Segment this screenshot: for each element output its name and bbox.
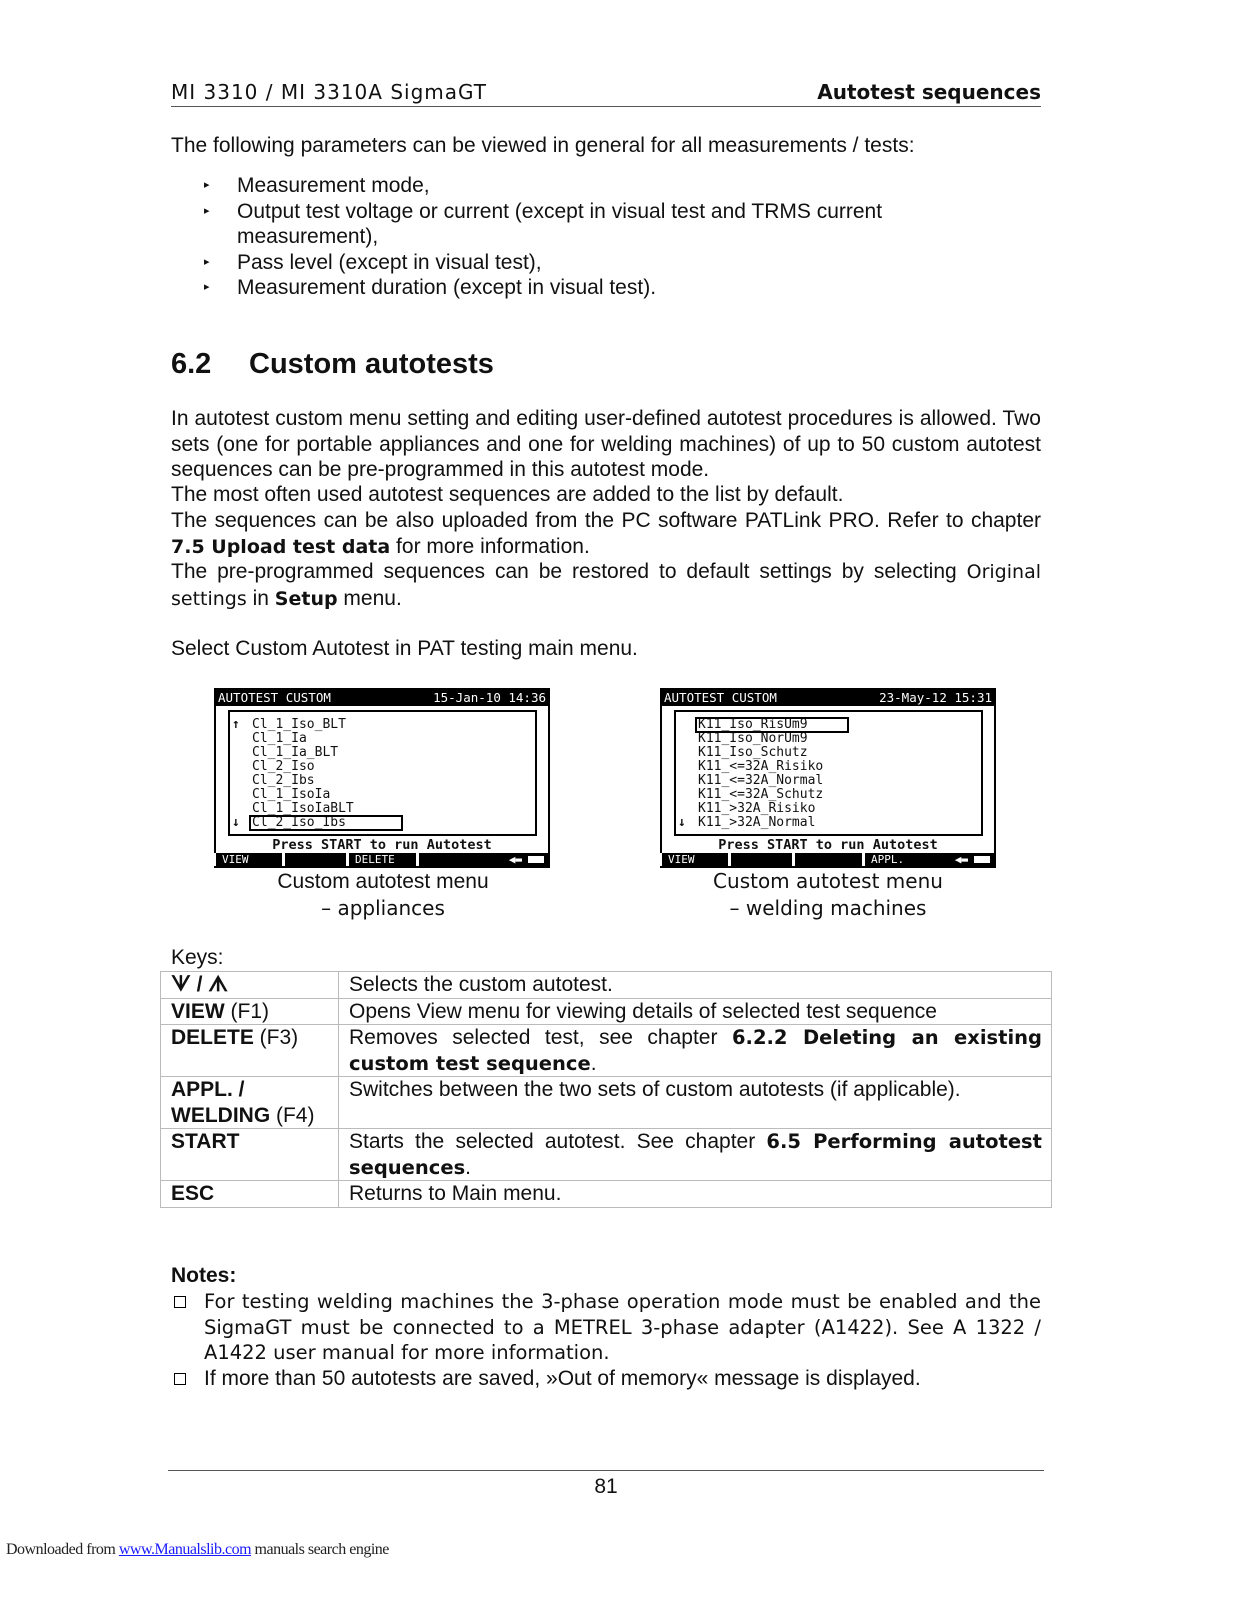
battery-icon bbox=[528, 856, 544, 863]
keys-label: Keys: bbox=[171, 946, 224, 969]
autotest-list bbox=[228, 710, 537, 836]
autotest-items bbox=[696, 718, 848, 830]
keys-table bbox=[160, 971, 1052, 1208]
paragraph-defaults: The most often used autotest sequences are added to the list by default. bbox=[171, 483, 844, 506]
autotest-list bbox=[674, 710, 983, 836]
checkbox-bullet-icon bbox=[174, 1373, 186, 1385]
table-row bbox=[161, 1181, 1052, 1208]
list-item: ▸ Pass level (except in visual test), bbox=[204, 250, 542, 274]
section-heading bbox=[171, 348, 494, 381]
list-item: ▸ Output test voltage or current (except in visual test and TRMS current measurement), bbox=[204, 199, 883, 248]
section-number: 6.2 bbox=[171, 348, 212, 380]
f2-key bbox=[282, 853, 341, 866]
f3-delete-key: DELETE bbox=[346, 853, 413, 866]
lcd-prompt: Press START to run Autotest bbox=[272, 837, 492, 853]
menu-name: Setup bbox=[274, 587, 338, 610]
autotest-item[interactable]: K11_>32A_Risiko bbox=[698, 801, 816, 816]
header-product: MI 3310 / MI 3310A SigmaGT bbox=[171, 80, 487, 104]
table-row bbox=[161, 998, 1052, 1025]
lcd-function-keys bbox=[662, 853, 994, 866]
autotest-item[interactable]: K11_>32A_Normal bbox=[698, 815, 816, 830]
key-name: DELETE (F3) bbox=[161, 1025, 339, 1077]
scroll-down-icon: ↓ bbox=[232, 815, 240, 830]
key-description: Switches between the two sets of custom autotests (if applicable). bbox=[339, 1077, 1052, 1129]
paragraph-restore: The pre-programmed sequences can be restored to default settings by selecting Original settings in Setup menu. bbox=[171, 560, 1041, 610]
key-name: VIEW (F1) bbox=[161, 998, 339, 1025]
key-description: Returns to Main menu. bbox=[339, 1181, 1052, 1208]
table-row bbox=[161, 972, 1052, 999]
key-description: Opens View menu for viewing details of selected test sequence bbox=[339, 998, 1052, 1025]
note-welding: For testing welding machines the 3-phase operation mode must be enabled and the SigmaGT must be connected to a METREL 3-phase adapter (A1422). See A 1322 / A1422 user manual for more information. bbox=[171, 1289, 1041, 1366]
page-header bbox=[171, 78, 1041, 107]
lcd-screen-welding bbox=[660, 688, 996, 868]
key-description: Selects the custom autotest. bbox=[339, 972, 1052, 999]
header-chapter: Autotest sequences bbox=[817, 80, 1041, 104]
select-instruction: Select Custom Autotest in PAT testing main menu. bbox=[171, 637, 638, 660]
list-item: ▸ Measurement mode, bbox=[204, 174, 430, 197]
f1-view-key: VIEW bbox=[659, 853, 728, 866]
paragraph-custom-intro: In autotest custom menu setting and editing user-defined autotest procedures is allowed. Two sets (one for portable appliances and one for welding machines) of up to 50 custom autotest sequences can be pre-programmed in this autotest mode. bbox=[171, 407, 1041, 481]
f4-key bbox=[416, 853, 465, 866]
f2-key bbox=[728, 853, 787, 866]
lcd-screen-appliances bbox=[214, 688, 550, 868]
key-name: ᗐ / ᗑ bbox=[161, 972, 339, 999]
note-memory: If more than 50 autotests are saved, »Out of memory« message is displayed. bbox=[171, 1366, 1041, 1392]
f1-view-key: VIEW bbox=[213, 853, 282, 866]
f3-key bbox=[792, 853, 859, 866]
footer-divider bbox=[168, 1470, 1044, 1471]
bullet-icon: ▸ bbox=[204, 281, 210, 293]
key-description: Starts the selected autotest. See chapter 6.5 Performing autotest sequences. bbox=[339, 1129, 1052, 1181]
key-description: Removes selected test, see chapter 6.2.2 Deleting an existing custom test sequence. bbox=[339, 1025, 1052, 1077]
autotest-items bbox=[250, 718, 402, 830]
bullet-icon: ▸ bbox=[204, 179, 210, 191]
manualslib-link[interactable]: www.Manualslib.com bbox=[118, 1541, 252, 1558]
autotest-item[interactable]: Cl_1_IsoIaBLT bbox=[252, 801, 354, 816]
autotest-item[interactable]: K11_Iso_RisUm9 bbox=[696, 718, 848, 732]
caption-appliances: Custom autotest menu – appliances bbox=[277, 870, 489, 920]
download-banner: Downloaded from www.Manualslib.com manuals search engine bbox=[6, 1541, 389, 1558]
scroll-down-icon: ↓ bbox=[678, 815, 686, 830]
intro-text: The following parameters can be viewed in general for all measurements / tests: bbox=[171, 134, 915, 157]
lcd-prompt: Press START to run Autotest bbox=[718, 837, 938, 853]
autotest-item[interactable]: Cl_1_IsoIa bbox=[252, 787, 331, 802]
caption-welding: Custom autotest menu – welding machines bbox=[713, 869, 943, 920]
autotest-item[interactable]: Cl_1_Ia bbox=[252, 731, 307, 746]
autotest-item[interactable]: Cl_2_Iso bbox=[252, 759, 315, 774]
scroll-up-icon: ↑ bbox=[232, 717, 240, 732]
table-row bbox=[161, 1129, 1052, 1181]
autotest-item[interactable]: Cl_2_Ibs bbox=[252, 773, 315, 788]
parameter-list bbox=[200, 173, 1000, 301]
notes-heading: Notes: bbox=[171, 1264, 237, 1287]
autotest-item[interactable]: Cl_1_Iso_BLT bbox=[252, 717, 346, 732]
lcd-function-keys bbox=[216, 853, 548, 866]
key-name: START bbox=[161, 1129, 339, 1181]
checkbox-bullet-icon bbox=[174, 1296, 186, 1308]
table-row bbox=[161, 1077, 1052, 1129]
lcd-title-bar: AUTOTEST CUSTOM 15-Jan-10 14:36 bbox=[218, 690, 546, 705]
autotest-item[interactable]: K11_Iso_Schutz bbox=[698, 745, 808, 760]
key-name: APPL. / WELDING (F4) bbox=[161, 1077, 339, 1129]
list-item: ▸ Measurement duration (except in visual test). bbox=[204, 276, 657, 299]
bullet-icon: ▸ bbox=[204, 255, 210, 268]
autotest-item[interactable]: Cl_2_Iso_Ibs bbox=[250, 816, 402, 830]
key-name: ESC bbox=[161, 1181, 339, 1208]
plug-icon: ◀▬ bbox=[508, 853, 522, 866]
battery-icon bbox=[974, 856, 990, 863]
f4-appl-key: APPL. bbox=[862, 853, 927, 866]
setting-name: Original settings bbox=[171, 561, 1041, 610]
chapter-ref: 7.5 Upload test data bbox=[171, 535, 391, 558]
bullet-icon: ▸ bbox=[204, 204, 210, 217]
autotest-item[interactable]: K11_<=32A_Normal bbox=[698, 773, 824, 788]
lcd-title-bar: AUTOTEST CUSTOM 23-May-12 15:31 bbox=[664, 690, 992, 705]
autotest-item[interactable]: K11_<=32A_Schutz bbox=[698, 787, 824, 802]
plug-icon: ◀▬ bbox=[954, 853, 968, 866]
table-row bbox=[161, 1025, 1052, 1077]
paragraph-upload: The sequences can be also uploaded from the PC software PATLink PRO. Refer to chapter 7.5 Upload test data for more information. bbox=[171, 509, 1041, 558]
autotest-item[interactable]: K11_Iso_NorUm9 bbox=[698, 731, 808, 746]
autotest-item[interactable]: K11_<=32A_Risiko bbox=[698, 759, 824, 774]
page-number: 81 bbox=[594, 1475, 618, 1498]
autotest-item[interactable]: Cl_1_Ia_BLT bbox=[252, 745, 339, 760]
section-title: Custom autotests bbox=[249, 348, 494, 380]
